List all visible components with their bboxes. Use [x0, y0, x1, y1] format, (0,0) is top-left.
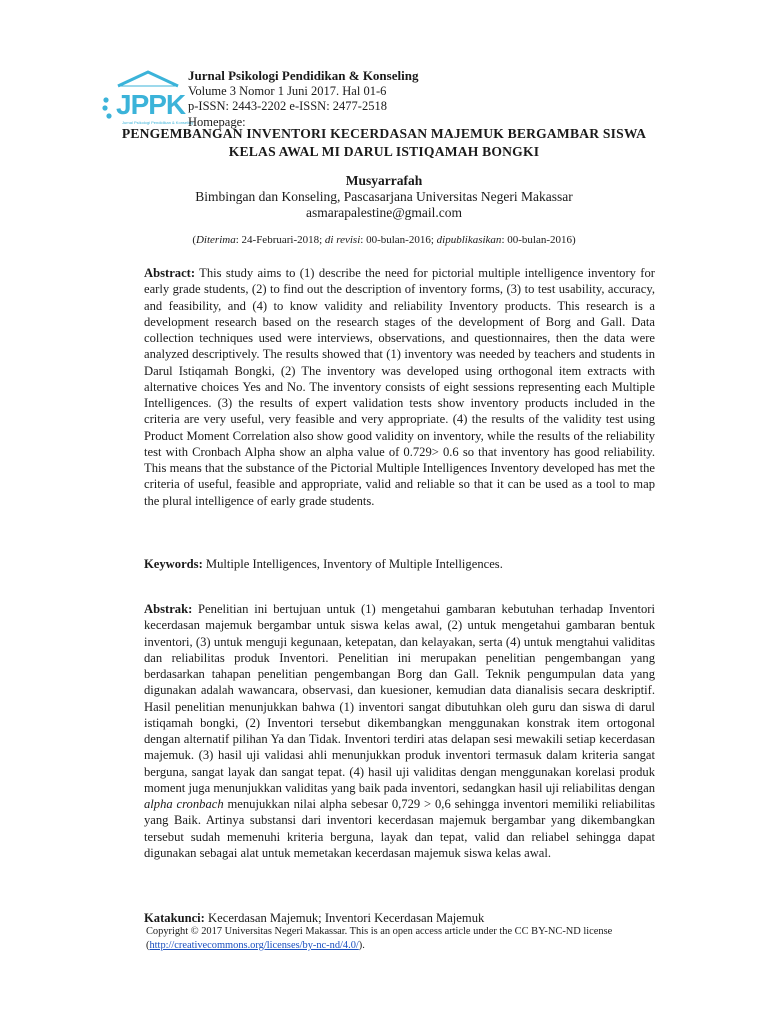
keywords-indonesian	[144, 910, 655, 926]
keywords-english-text: Multiple Intelligences, Inventory of Multiple Intelligences.	[202, 557, 503, 571]
abstract-indonesian-text-1: Penelitian ini bertujuan untuk (1) mengetahui gambaran kebutuhan terhadap Inventori kecerdasan majemuk bergambar untuk siswa kelas awal, (2) untuk mengetahui gambaran bentuk inventori, (3) untuk menguji kegunaan, ketepatan, dan kelayakan, serta (4) untuk mengtahui validitas dan reliabilitas produk Inventori. Penelitian ini merupakan penelitian pengembangan yang berdasarkan tahapan penelitian pengembangan Borg dan Gall. Teknik pengumpulan data yang digunakan adalah wawancara, observasi, dan kuesioner, kemudian data dianalisis secara deskriptif. Hasil penelitian menunjukkan bahwa (1) inventori sangat dibutuhkan oleh guru dan siswa di darul istiqamah bongki, (2) Inventori tersebut dikembangkan menggunakan konstrak item ortogonal dengan alternatif pilihan Ya dan Tidak. Inventori terdiri atas delapan sesi mewakili setiap kecerdasan majemuk. (3) hasil uji validasi ahli menunjukkan produk inventori termasuk dalam kriteria sangat berguna, sangat layak dan sangat tepat. (4) hasil uji validitas dengan menggunakan korelasi produk moment juga menunjukkan validitas yang baik pada inventori, sedangkan hasil uji reliabilitas dengan	[144, 602, 655, 795]
keywords-english	[144, 556, 655, 572]
title-line-2: KELAS AWAL MI DARUL ISTIQAMAH BONGKI	[228, 144, 540, 159]
keywords-english-label: Keywords:	[144, 557, 203, 571]
issn-line: p-ISSN: 2443-2202 e-ISSN: 2477-2518	[188, 99, 387, 113]
author-email: asmarapalestine@gmail.com	[305, 205, 462, 220]
abstract-indonesian-italic: alpha cronbach	[144, 797, 224, 811]
copyright-text: Copyright © 2017 Universitas Negeri Makassar. This is an open access article under the CC BY-NC-ND license (	[146, 926, 613, 951]
keywords-indonesian-label: Katakunci:	[144, 911, 205, 925]
abstract-indonesian-text-2: menujukkan nilai alpha sebesar 0,729 > 0,6 sehingga inventori memiliki reliabilitas yang Baik. Artinya substansi dari inventori kecerdasan majemuk bergambar yang dikembangkan tersebut sudah memenuhi kriteria berguna, layak dan tepat, valid dan reliabel sehingga dapat digunakan sebagai alat untuk memetakan kecerdasan majemuk siswa kelas awal.	[144, 797, 655, 860]
copyright-tail: ).	[358, 940, 365, 951]
abstract-indonesian	[144, 601, 655, 861]
revised-label: di revisi	[324, 234, 361, 246]
volume-line: Volume 3 Nomor 1 Juni 2017. Hal 01-6	[188, 83, 387, 98]
received-value: : 24-Februari-2018;	[235, 234, 325, 246]
abstract-english-label: Abstract:	[144, 266, 196, 280]
article-dates	[90, 233, 678, 248]
dates-open: (	[192, 234, 196, 246]
homepage-label: Homepage:	[188, 114, 246, 129]
author-name: Musyarrafah	[345, 173, 423, 188]
received-label: Diterima	[195, 234, 236, 246]
abstract-indonesian-label: Abstrak:	[144, 602, 193, 616]
logo-subtext: Jurnal Psikologi Pendidikan & Konseling	[122, 120, 194, 125]
revised-value: : 00-bulan-2016;	[360, 234, 437, 246]
abstract-english-text: This study aims to (1) describe the need for pictorial multiple intelligence inventory for early grade students, (2) to find out the description of inventory forms, (3) to test usability, accuracy, and feasibility, and (4) to know validity and reliability Inventory products. This research is a development research based on the research stages of the development of Borg and Gall. Data collection techniques used were interviews, observations, and questionnaires, then the data were analyzed descriptively. The results showed that (1) inventory was needed by teachers and students in Darul Istiqamah Bongki, (2) The inventory was developed using orthogonal item extracts with alternative choices Yes and No. The inventory consists of eight sessions representing each Multiple Intelligences. (3) the results of expert validation tests show inventory products included in the criteria are very useful, very feasible and very appropriate. (4) the results of the validity test using Product Moment Correlation also show good validity on inventory, while the results of the reliability test with Cronbach Alpha show an alpha value of 0.729> 0.6 so that inventory has good reliability. This means that the substance of the Pictorial Multiple Intelligences Inventory developed has met the criteria of useful, feasible and appropriate, valid and reliable so that it can be used as a tool to map the plural intelligence of early grade students.	[144, 266, 655, 508]
license-link[interactable]: http://creativecommons.org/licenses/by-nc-nd/4.0/	[149, 940, 359, 951]
journal-title: Jurnal Psikologi Pendidikan & Konseling	[188, 68, 419, 83]
published-label: dipublikasikan	[436, 234, 502, 246]
abstract-english	[144, 265, 655, 509]
logo-text: JPPK	[116, 89, 186, 120]
article-title	[90, 125, 678, 161]
journal-header	[188, 68, 418, 130]
title-line-1: PENGEMBANGAN INVENTORI KECERDASAN MAJEMUK BERGAMBAR SISWA	[121, 126, 647, 141]
keywords-indonesian-text: Kecerdasan Majemuk; Inventori Kecerdasan Majemuk	[204, 911, 485, 925]
copyright-notice	[146, 925, 666, 953]
published-value: : 00-bulan-2016)	[501, 234, 576, 246]
journal-logo	[100, 70, 194, 132]
author-affiliation: Bimbingan dan Konseling, Pascasarjana Universitas Negeri Makassar	[195, 189, 573, 204]
